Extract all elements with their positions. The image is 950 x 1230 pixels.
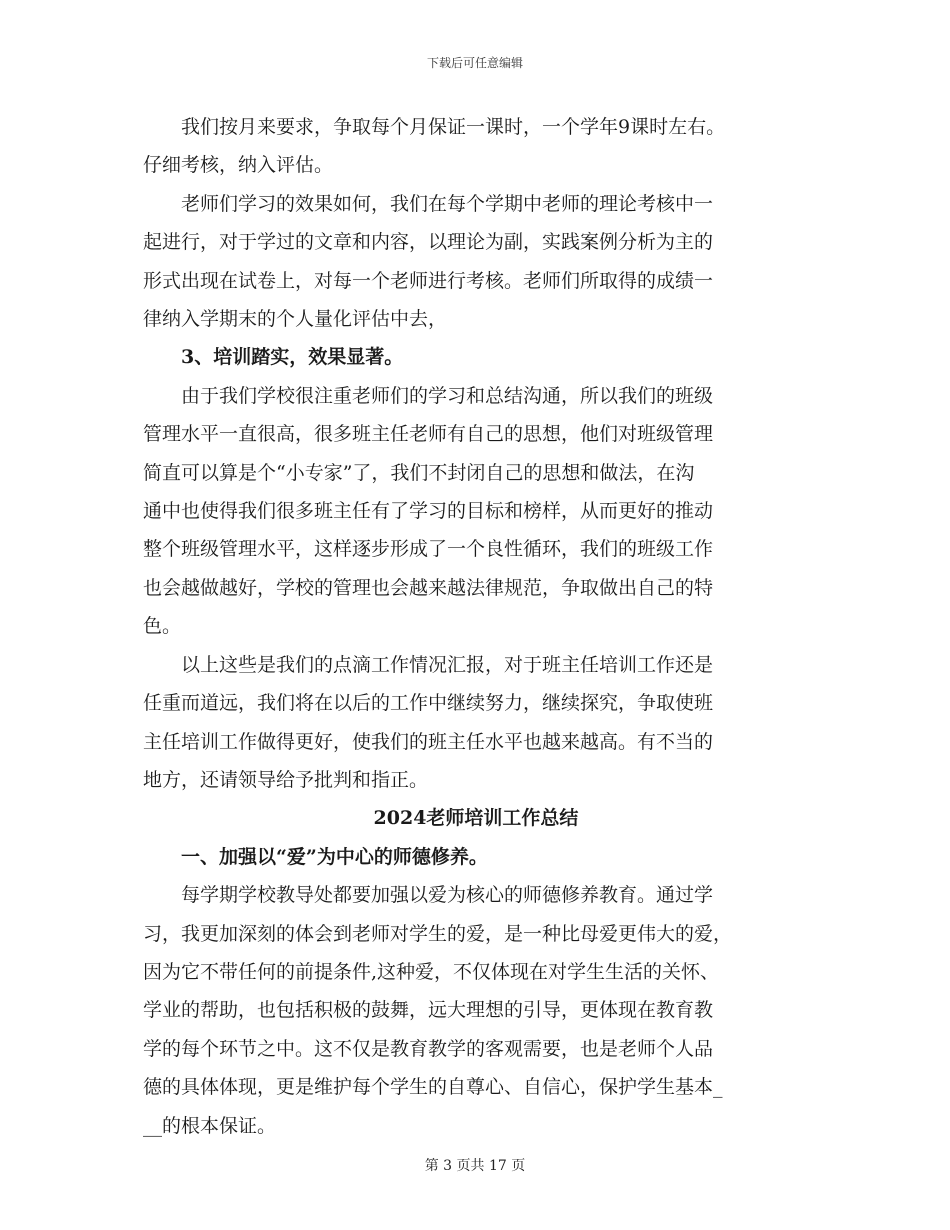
text-line: 管理水平一直很高，很多班主任老师有自己的思想，他们对班级管理 — [143, 423, 714, 446]
text-line: 每学期学校教导处都要加强以爱为核心的师德修养教育。通过学 — [181, 884, 714, 907]
section-title: 2024老师培训工作总结 — [373, 807, 579, 830]
text-line: 地方，还请领导给予批判和指正。 — [143, 768, 429, 791]
text-line: 简直可以算是个“小专家”了，我们不封闭自己的思想和做法，在沟 — [143, 461, 695, 484]
text-line: 习，我更加深刻的体会到老师对学生的爱，是一种比母爱更伟大的爱， — [143, 922, 733, 945]
text-line: 也会越做越好，学校的管理也会越来越法律规范，争取做出自己的特 — [143, 576, 714, 599]
text-line: 整个班级管理水平，这样逐步形成了一个良性循环，我们的班级工作 — [143, 538, 714, 561]
text-line: 任重而道远，我们将在以后的工作中继续努力，继续探究，争取使班 — [143, 692, 714, 715]
text-line: 以上这些是我们的点滴工作情况汇报，对于班主任培训工作还是 — [181, 653, 714, 676]
text-line: __的根本保证。 — [143, 1114, 277, 1137]
text-line: 通中也使得我们很多班主任有了学习的目标和榜样，从而更好的推动 — [143, 500, 714, 523]
text-line: 形式出现在试卷上，对每一个老师进行考核。老师们所取得的成绩一 — [143, 269, 714, 292]
text-line: 律纳入学期末的个人量化评估中去， — [143, 308, 448, 331]
document-body — [143, 108, 809, 1145]
text-line: 学业的帮助，也包括积极的鼓舞，远大理想的引导，更体现在教育教 — [143, 999, 714, 1022]
text-line: 主任培训工作做得更好，使我们的班主任水平也越来越高。有不当的 — [143, 730, 714, 753]
text-line: 老师们学习的效果如何，我们在每个学期中老师的理论考核中一 — [181, 192, 714, 215]
text-line: 因为它不带任何的前提条件,这种爱，不仅体现在对学生生活的关怀、 — [143, 960, 720, 983]
text-line: 学的每个环节之中。这不仅是教育教学的客观需要，也是老师个人品 — [143, 1037, 714, 1060]
section-heading: 3、培训踏实，效果显著。 — [181, 346, 404, 369]
section-heading: 一、加强以“爱”为中心的师德修养。 — [181, 845, 488, 868]
text-line: 德的具体体现，更是维护每个学生的自尊心、自信心，保护学生基本_ — [143, 1076, 723, 1099]
page-header: 下载后可任意编辑 — [426, 56, 523, 70]
text-line: 我们按月来要求，争取每个月保证一课时，一个学年9课时左右。 — [181, 116, 726, 138]
page-footer: 第 3 页共 17 页 — [424, 1158, 526, 1174]
text-line: 起进行，对于学过的文章和内容，以理论为副，实践案例分析为主的 — [143, 231, 714, 254]
text-line: 仔细考核，纳入评估。 — [143, 154, 334, 177]
text-line: 色。 — [143, 615, 182, 638]
text-line: 由于我们学校很注重老师们的学习和总结沟通，所以我们的班级 — [181, 384, 714, 407]
